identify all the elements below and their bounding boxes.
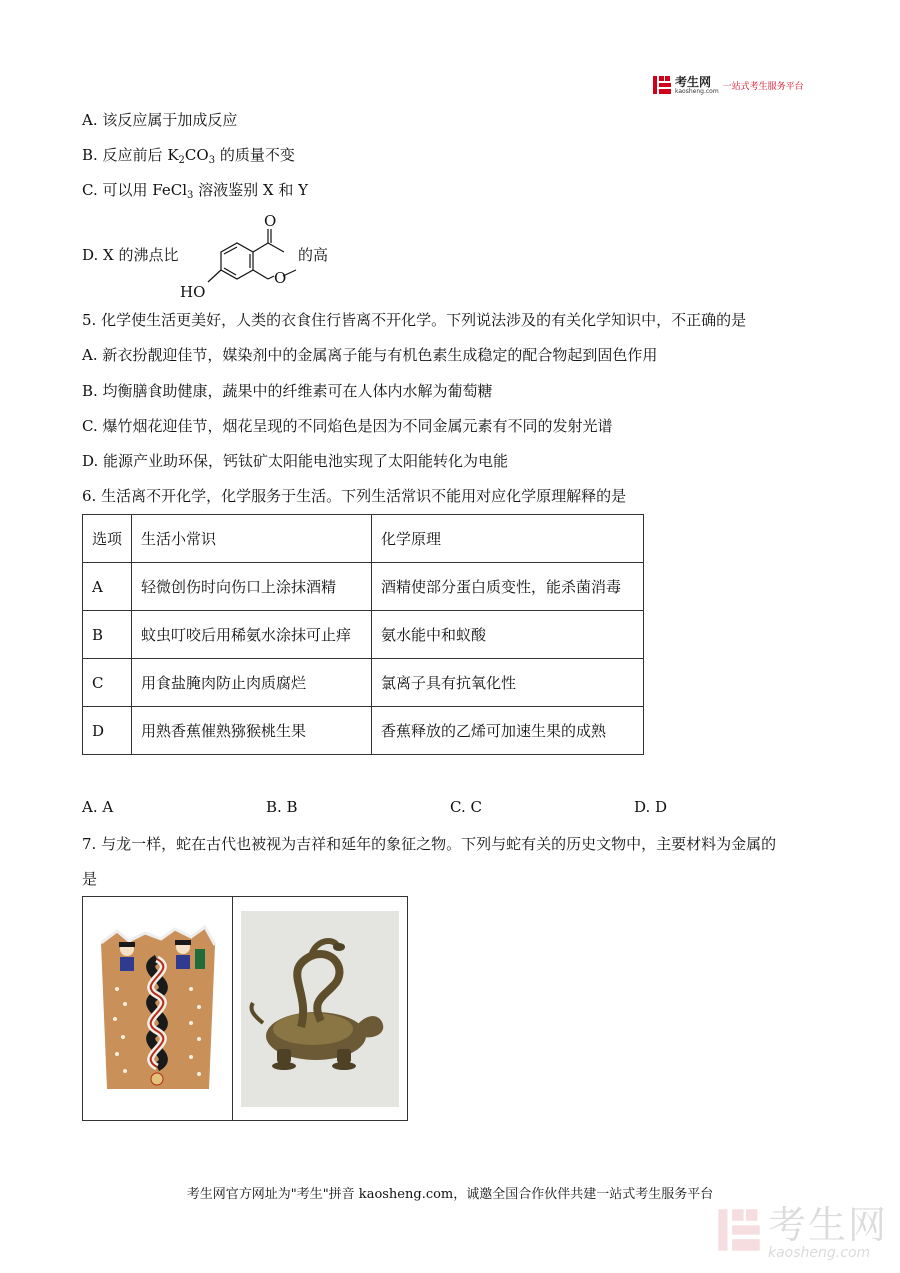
q6-answer-a: A. A (82, 798, 114, 816)
q6-answer-b: B. B (266, 798, 298, 816)
watermark-name: 考生网 (768, 1203, 889, 1247)
table-cell: 酒精使部分蛋白质变性，能杀菌消毒 (372, 563, 644, 611)
q4-option-c: C. 可以用 FeCl$_3$ 溶液鉴别 X 和 Y (82, 181, 309, 201)
table-header-cell: 选项 (83, 515, 132, 563)
q5-option-d: D. 能源产业助环保，钙钛矿太阳能电池实现了太阳能转化为电能 (82, 452, 509, 470)
q5-option-b: B. 均衡膳食助健康，蔬果中的纤维素可在人体内水解为葡萄糖 (82, 382, 493, 400)
table-row (83, 563, 644, 611)
table-header-cell: 生活小常识 (132, 515, 372, 563)
carbonyl-oxygen-label: O (264, 212, 277, 230)
table-cell: 氯离子具有抗氧化性 (372, 659, 644, 707)
q4-option-d-suffix: 的高 (298, 246, 329, 264)
q5-option-a: A. 新衣扮靓迎佳节，媒染剂中的金属离子能与有机色素生成稳定的配合物起到固色作用 (82, 346, 658, 364)
q6-answer-c: C. C (450, 798, 482, 816)
watermark-logo-icon (716, 1205, 762, 1255)
logo-slogan: 一站式考生服务平台 (722, 81, 804, 92)
q5-stem: 5. 化学使生活更美好，人类的衣食住行皆离不开化学。下列说法涉及的有关化学知识中，不正确的是 (82, 311, 747, 329)
header-logo[interactable] (652, 74, 804, 96)
benzene-ring (221, 243, 253, 279)
kaosheng-logo-icon (652, 75, 672, 95)
q5-option-c: C. 爆竹烟花迎佳节，烟花呈现的不同焰色是因为不同金属元素有不同的发射光谱 (82, 417, 613, 435)
table-cell: B (83, 611, 132, 659)
table-cell: 香蕉释放的乙烯可加速生果的成熟 (372, 707, 644, 755)
q6-answer-d: D. D (634, 798, 668, 816)
table-cell: 蚊虫叮咬后用稀氨水涂抹可止痒 (132, 611, 372, 659)
table-cell: 用食盐腌肉防止肉质腐烂 (132, 659, 372, 707)
table-cell: D (83, 707, 132, 755)
table-cell: 氨水能中和蚁酸 (372, 611, 644, 659)
painted-snake-banner-image (95, 919, 220, 1094)
q6-stem: 6. 生活离不开化学，化学服务于生活。下列生活常识不能用对应化学原理解释的是 (82, 487, 627, 505)
q7-stem-line1: 7. 与龙一样，蛇在古代也被视为吉祥和延年的象征之物。下列与蛇有关的历史文物中，主要材料为金属的 (82, 835, 777, 853)
q7-image-table (82, 896, 408, 1121)
q4-option-a: A. 该反应属于加成反应 (82, 111, 238, 129)
table-cell: C (83, 659, 132, 707)
logo-url: kaosheng.com (675, 87, 719, 95)
table-row (83, 611, 644, 659)
table-header-row (83, 515, 644, 563)
bronze-tortoise-snake-image (241, 911, 399, 1107)
table-cell: 用熟香蕉催熟猕猴桃生果 (132, 707, 372, 755)
q6-table (82, 514, 644, 755)
watermark-url: kaosheng.com (768, 1245, 871, 1261)
logo-name: 考生网 kaosheng.com (675, 74, 719, 95)
watermark (716, 1205, 888, 1261)
q4-option-b: B. 反应前后 $K_2CO_3$ 的质量不变 (82, 146, 295, 166)
table-cell: A (83, 563, 132, 611)
methoxy-oxygen-label: O (274, 269, 287, 287)
table-cell: 轻微创伤时向伤口上涂抹酒精 (132, 563, 372, 611)
page-footer: 考生网官方网址为"考生"拼音 kaosheng.com，诚邀全国合作伙伴共建一站式考生服务平台 (186, 1187, 714, 1202)
hydroxyl-label: HO (180, 283, 206, 301)
table-header-cell: 化学原理 (372, 515, 644, 563)
table-row (83, 707, 644, 755)
table-row (83, 659, 644, 707)
q4-option-d-prefix: D. X 的沸点比 (82, 246, 179, 264)
q7-stem-line2: 是 (82, 870, 98, 888)
